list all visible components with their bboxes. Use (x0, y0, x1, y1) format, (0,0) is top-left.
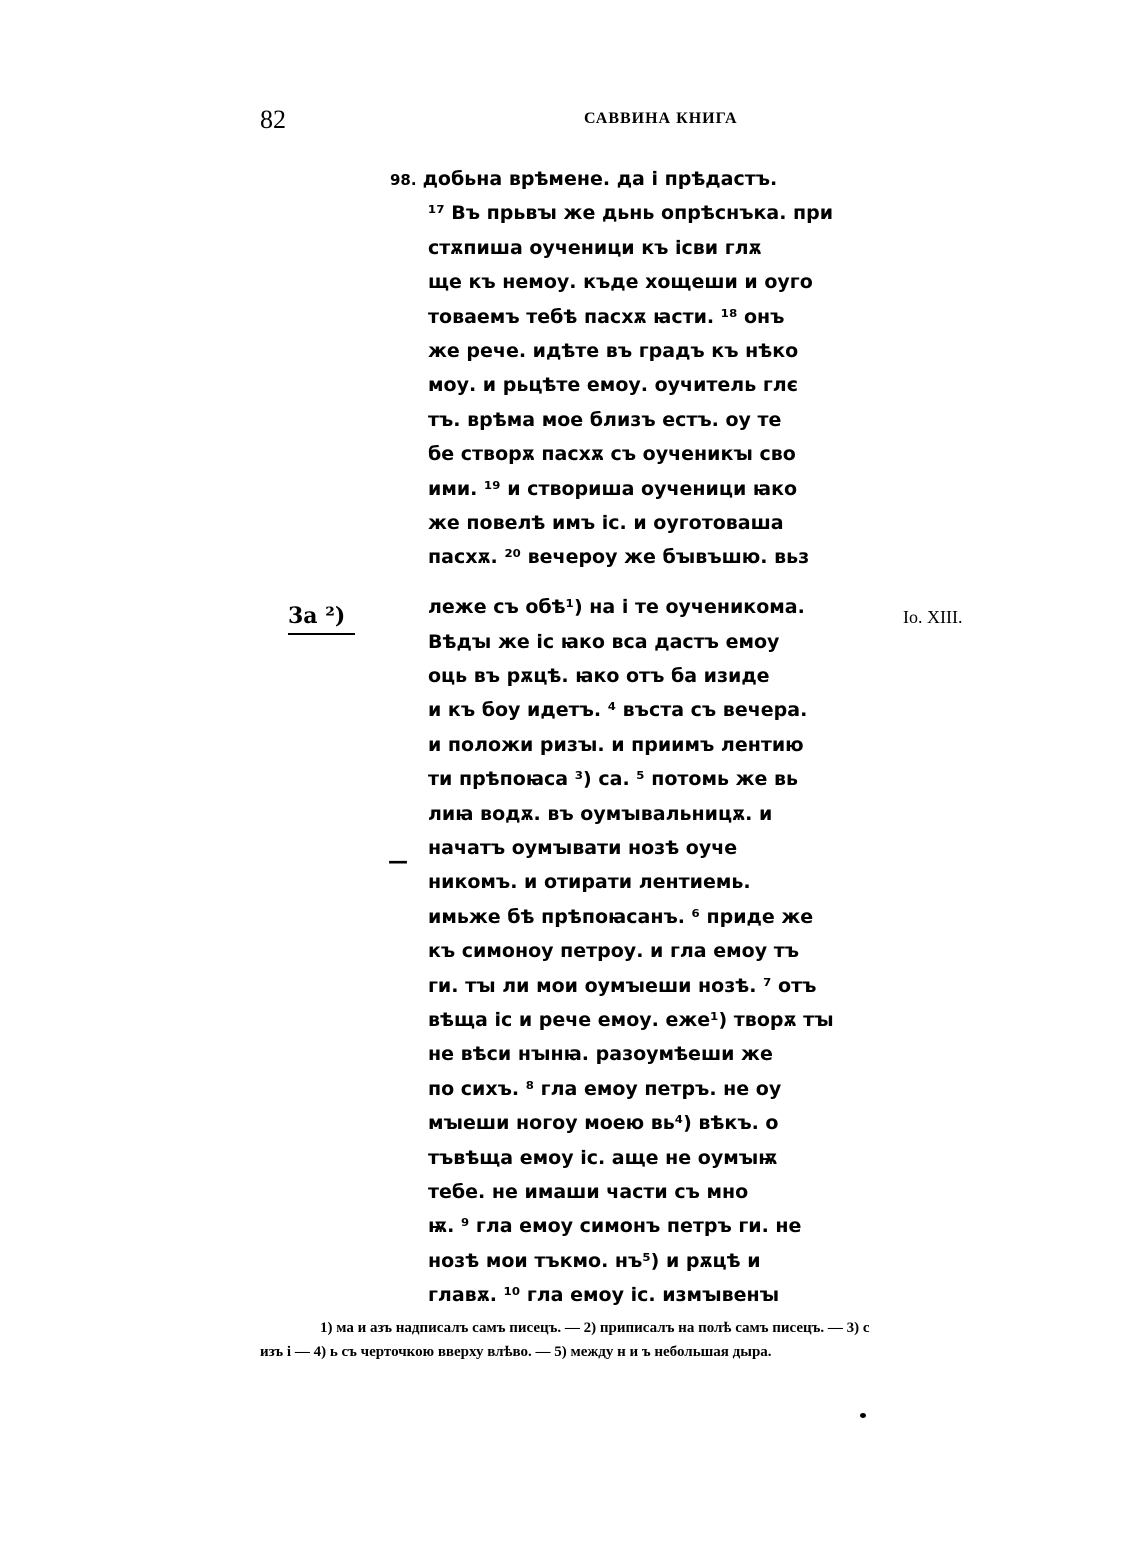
text-line: никомъ. и отирати лентиемь. (428, 871, 751, 894)
text-line: бе створѫ пасхѫ съ оученикꙑ сво (428, 443, 796, 466)
text-line: 98. добьна врѣмене. да і прѣдастъ. (390, 168, 778, 190)
text-line: ими. ¹⁹ и створиша оученици ꙗко (428, 477, 798, 500)
text-line: товаемъ тебѣ пасхѫ ꙗсти. ¹⁸ онъ (428, 305, 785, 328)
verse-label: 98. (390, 171, 417, 189)
text-line: Вѣдꙑ же іс ꙗко вса дастъ емоу (428, 630, 780, 653)
footnotes (260, 1316, 1060, 1364)
text-line: по сихъ. ⁸ гла емоу петръ. не оу (428, 1077, 782, 1100)
text-line: пасхѫ. ²⁰ вечероу же бꙑвъшю. вьз (428, 546, 810, 569)
text-line: къ симоноу петроу. и гла емоу тъ (428, 940, 799, 963)
text-line: не вѣси нꙑнꙗ. разоумѣеши же (428, 1043, 773, 1066)
main-text-column (390, 162, 860, 1313)
text-line: нозѣ мои тъкмо. нъ⁵) и рѫцѣ и (428, 1249, 761, 1272)
text-line: мꙑеши ногоу моею вь⁴) вѣкъ. о (428, 1112, 779, 1135)
running-title: САВВИНА КНИГА (584, 110, 738, 127)
left-margin-folio-note: 3а ²) (288, 603, 355, 635)
text-line: леже съ обѣ¹) на і те оученикома. (428, 595, 805, 618)
text-line: лиꙗ водѫ. въ оумꙑвальницѫ. и (428, 802, 773, 825)
text-line: оць въ рѫцѣ. ꙗко отъ ба изиде (428, 665, 770, 688)
text-line: тъвѣща емоу іс. аще не оумꙑѭ (428, 1146, 778, 1169)
text-line: же рече. идѣте въ градъ къ нѣко (428, 339, 799, 362)
text-line: ще къ немоу. къде хощеши и оуго (428, 271, 813, 294)
text-line: и положи ризꙑ. и приимъ лентию (428, 733, 804, 756)
text-line: ¹⁷ Въ прьвꙑ же дьнь опрѣснъка. при (428, 202, 834, 225)
text-line: стѫпиша оученици къ ісви глѫ (428, 236, 762, 259)
text-line: ти прѣпоꙗса ³) са. ⁵ потомь же вь (428, 768, 799, 791)
text-line: тебе. не имаши части съ мно (428, 1180, 749, 1203)
text-line: имьже бѣ прѣпоꙗсанъ. ⁶ приде же (428, 905, 814, 928)
margin-dash-marker: — (388, 849, 408, 873)
text-line: ѭ. ⁹ гла емоу симонъ петръ ги. не (428, 1215, 802, 1238)
text-line: главѫ. ¹⁰ гла емоу іс. измꙑвенꙑ (428, 1284, 780, 1307)
page-number: 82 (260, 105, 286, 134)
text-line: ги. тꙑ ли мои оумꙑеши нозѣ. ⁷ отъ (428, 974, 817, 997)
text-line: тъ. врѣма мое близъ естъ. оу те (428, 408, 782, 431)
right-margin-reference: Io. XIII. (903, 607, 963, 627)
text-line: и къ боу идетъ. ⁴ въста съ вечера. (428, 699, 808, 722)
text-line: же повелѣ имъ іс. и оуготоваша (428, 511, 784, 534)
footnote-line: изъ і — 4) ь съ черточкою вверху влѣво. — 5) между н и ъ небольшая дыра. (260, 1344, 772, 1360)
text-line: вѣща іс и рече емоу. еже¹) творѫ тꙑ (428, 1008, 834, 1031)
text-line: начатъ оумꙑвати нозѣ оуче (428, 837, 738, 860)
text-line: моу. и рьцѣте емоу. оучитель глє (428, 374, 798, 397)
ink-speck (860, 1413, 866, 1418)
footnote-line: 1) ма и азъ надписалъ самъ писецъ. — 2) приписалъ на полѣ самъ писецъ. — 3) с (320, 1320, 870, 1336)
